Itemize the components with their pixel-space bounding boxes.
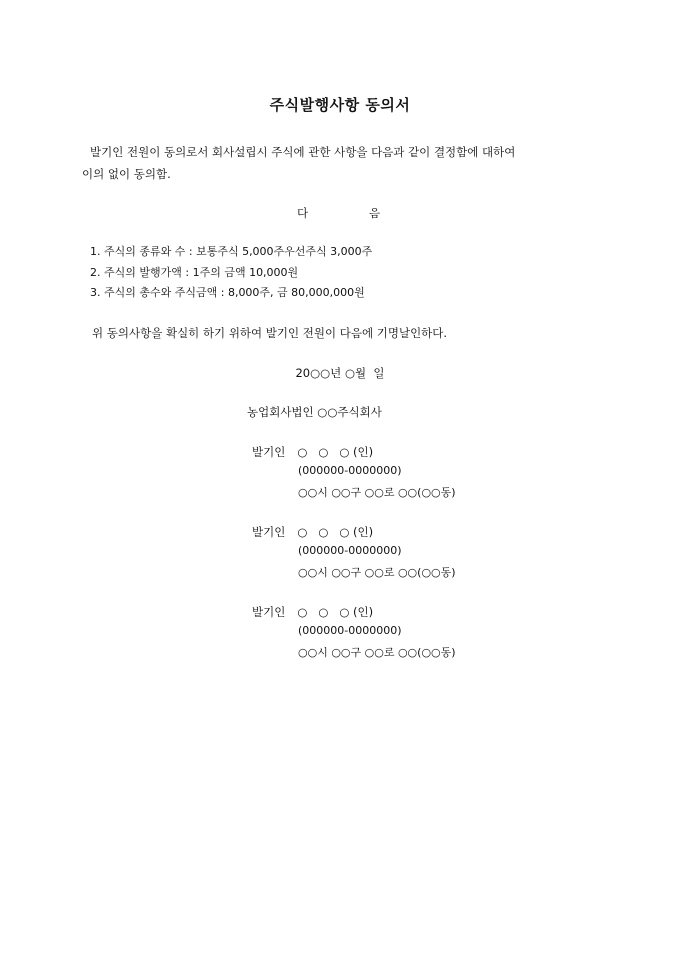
promoter-name: ○ ○ ○ (인) [297,525,374,539]
promoter-block [252,444,456,504]
section-header-right: 음 [369,206,381,220]
section-header-left: 다 [297,206,309,220]
list-item: 1. 주식의 종류와 수 : 보통주식 5,000주우선주식 3,000주 [90,245,373,258]
promoter-id-number: (000000-0000000) [298,544,402,557]
promoter-address: ○○시 ○○구 ○○로 ○○(○○동) [298,646,456,659]
company-name: 농업회사법인 ○○주식회사 [247,405,382,419]
promoter-label: 발기인 [252,605,286,619]
promoter-name: ○ ○ ○ (인) [297,605,374,619]
document-title: 주식발행사항 동의서 [269,96,411,114]
list-item: 2. 주식의 발행가액 : 1주의 금액 10,000원 [90,265,299,279]
list-item: 3. 주식의 총수와 주식금액 : 8,000주, 금 80,000,000원 [90,286,365,299]
closing-statement: 위 동의사항을 확실히 하기 위하여 발기인 전원이 다음에 기명날인하다. [92,326,448,340]
promoter-address: ○○시 ○○구 ○○로 ○○(○○동) [298,486,456,499]
section-header [0,205,680,221]
promoter-id-number: (000000-0000000) [298,624,402,637]
item-list [90,242,372,304]
intro-line-2: 이의 없이 동의함. [82,167,171,181]
promoter-label: 발기인 [252,445,286,459]
date-line: 20○○년 ○월 일 [295,366,385,380]
intro-line-1: 발기인 전원이 동의로서 회사설립시 주식에 관한 사항을 다음과 같이 결정함에 대하여 [90,145,516,159]
intro-paragraph [82,141,602,185]
promoter-address: ○○시 ○○구 ○○로 ○○(○○동) [298,566,456,579]
promoter-id-number: (000000-0000000) [298,464,402,477]
promoter-name: ○ ○ ○ (인) [297,445,374,459]
promoter-block [252,524,456,584]
promoter-block [252,604,456,664]
promoter-label: 발기인 [252,525,286,539]
